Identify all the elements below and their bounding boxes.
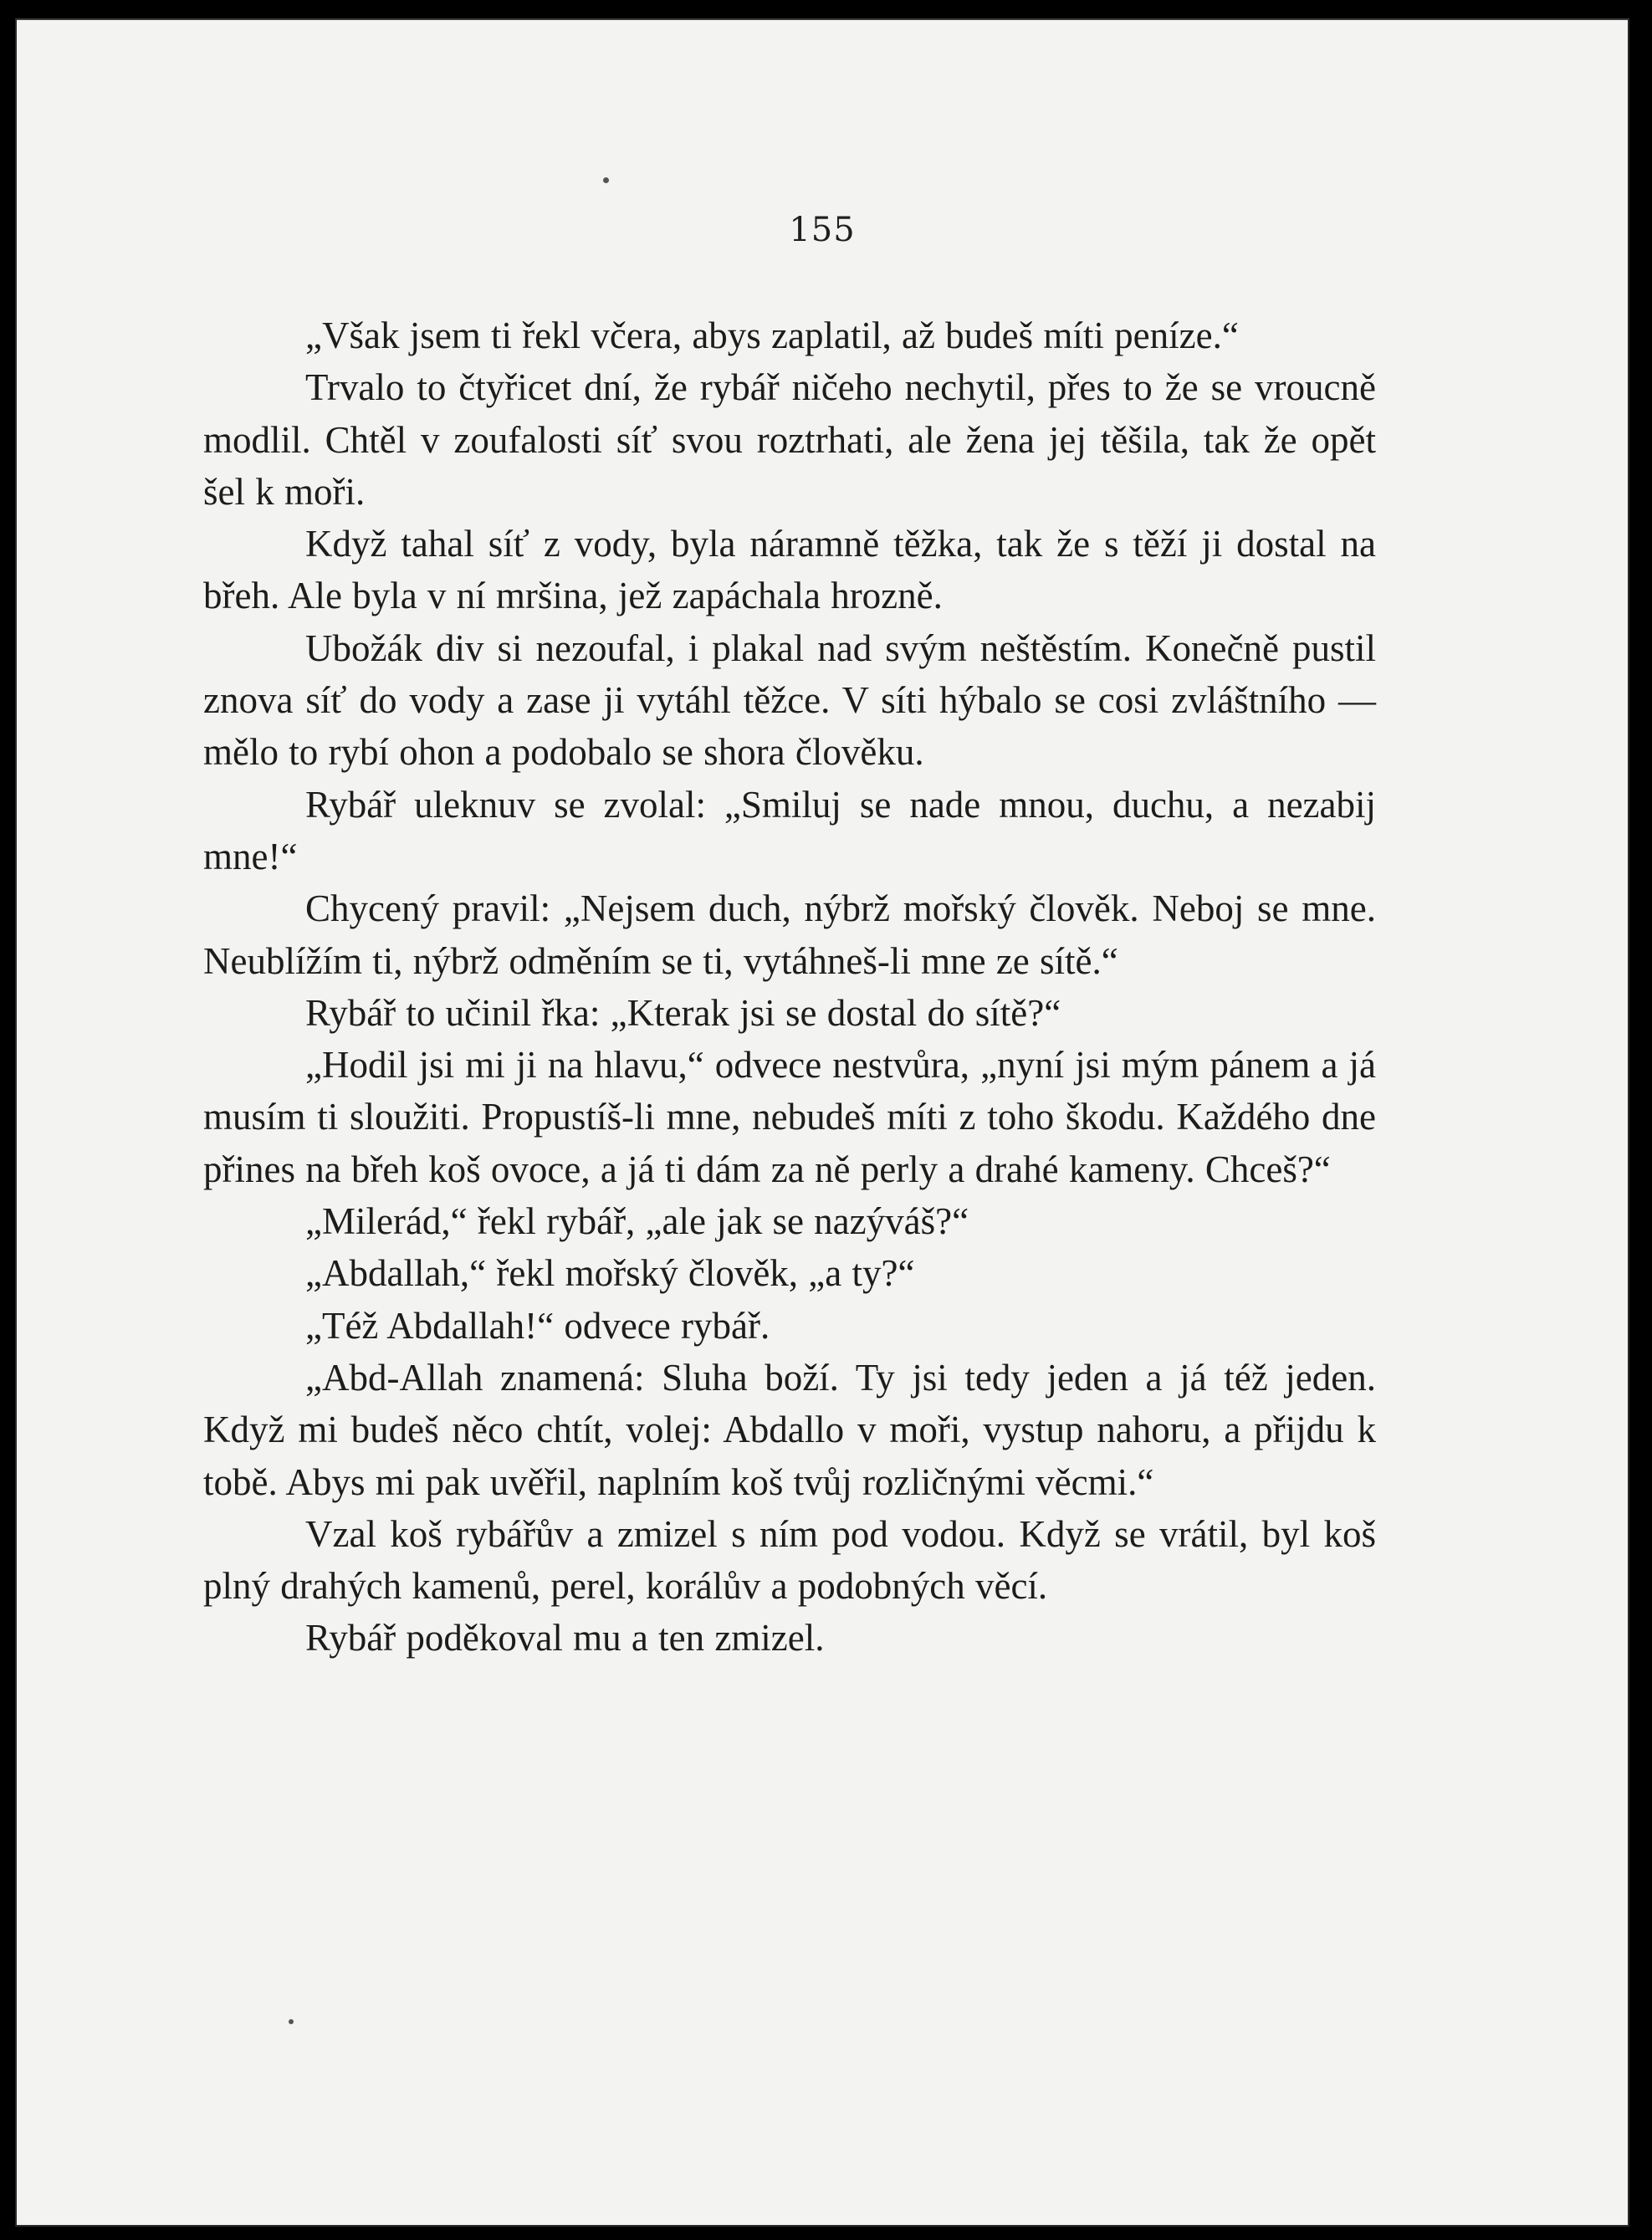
paragraph: „Též Abdallah!“ odvece rybář. <box>305 1304 770 1347</box>
paragraph: Ubožák div si nezoufal, i plakal nad svým neštěstím. Konečně pustil znova síť do vody a zase ji vytáhl těžce. V síti hýbalo se cosi zvláštního — mělo to rybí ohon a podobalo se shora člověku. <box>203 626 1376 774</box>
paragraph: „Milerád,“ řekl rybář, „ale jak se nazýváš?“ <box>305 1200 969 1243</box>
body-text <box>203 309 1376 1665</box>
paragraph: „Však jsem ti řekl včera, abys zaplatil, až budeš míti peníze.“ <box>305 315 1239 356</box>
speck <box>603 177 609 183</box>
paragraph: Rybář poděkoval mu a ten zmizel. <box>305 1617 825 1660</box>
paragraph: „Hodil jsi mi ji na hlavu,“ odvece nestvůra, „nyní jsi mým pánem a já musím ti sloužiti. Propustíš-li mne, nebudeš míti z toho škodu. Každého dne přines na břeh koš ovoce, a já ti dám za ně perly a drahé kameny. Chceš?“ <box>203 1044 1376 1190</box>
book-page <box>15 18 1629 2227</box>
paragraph: Chycený pravil: „Nejsem duch, nýbrž mořský člověk. Neboj se mne. Neublížím ti, nýbrž odměním se ti, vytáhneš-li mne ze sítě.“ <box>203 887 1376 982</box>
paragraph: Rybář uleknuv se zvolal: „Smiluj se nade mnou, duchu, a nezabij mne!“ <box>203 783 1376 877</box>
paragraph: „Abd-Allah znamená: Sluha boží. Ty jsi tedy jeden a já též jeden. Když mi budeš něco chtít, volej: Abdallo v moři, vystup nahoru, a přijdu k tobě. Abys mi pak uvěřil, naplním koš tvůj rozličnými věcmi.“ <box>203 1356 1376 1503</box>
speck <box>289 2019 294 2024</box>
paragraph: „Abdallah,“ řekl mořský člověk, „a ty?“ <box>305 1252 915 1295</box>
page-number: 155 <box>789 211 856 249</box>
paragraph: Když tahal síť z vody, byla náramně těžka, tak že s těží ji dostal na břeh. Ale byla v ní mršina, jež zapáchala hrozně. <box>203 523 1376 617</box>
paragraph: Vzal koš rybářův a zmizel s ním pod vodou. Když se vrátil, byl koš plný drahých kamenů, perel, korálův a podobných věcí. <box>203 1512 1376 1608</box>
paragraph: Trvalo to čtyřicet dní, že rybář ničeho nechytil, přes to že se vroucně modlil. Chtěl v zoufalosti síť svou roztrhati, ale žena jej těšila, tak že opět šel k moři. <box>203 366 1376 513</box>
paragraph: Rybář to učinil řka: „Kterak jsi se dostal do sítě?“ <box>305 991 1061 1034</box>
